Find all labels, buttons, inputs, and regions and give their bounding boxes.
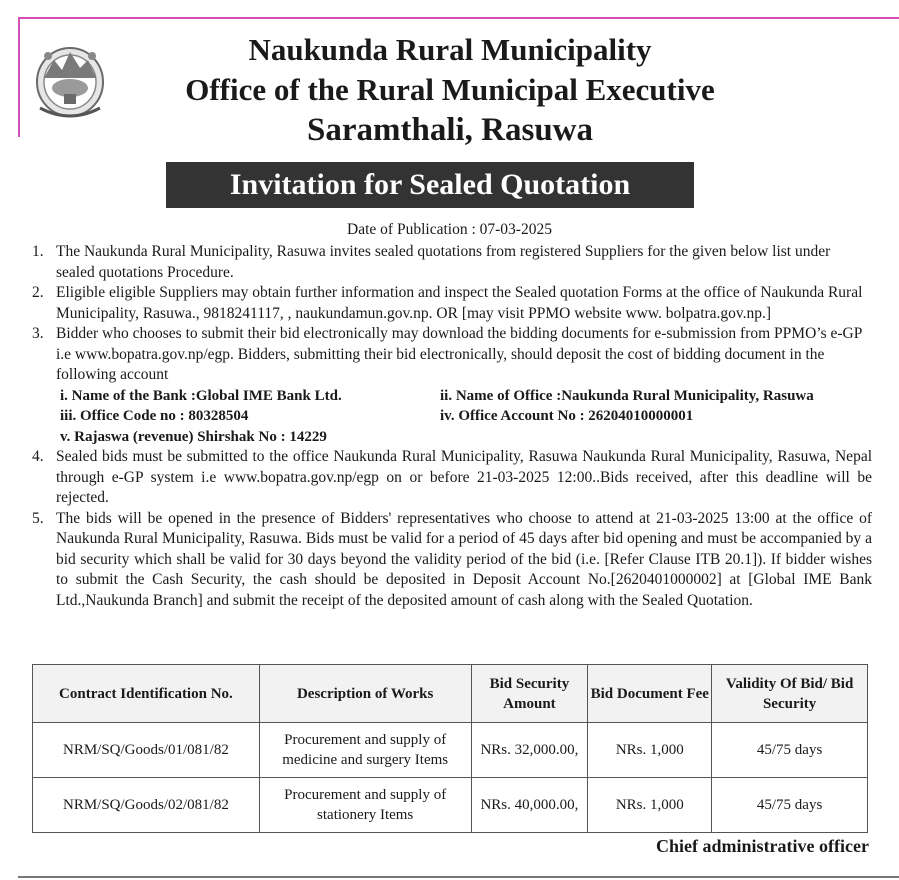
notice-title-banner: Invitation for Sealed Quotation: [166, 162, 694, 208]
bank-account-row-2: [32, 406, 872, 427]
bank-name: i. Name of the Bank :Global IME Bank Ltd.: [60, 387, 342, 404]
rajaswa-shirshak: v. Rajaswa (revenue) Shirshak No : 14229: [60, 428, 327, 445]
table-row: [33, 723, 868, 778]
item-text: Sealed bids must be submitted to the office Naukunda Rural Municipality, Rasuwa Naukunda Rural Municipality, Rasuwa, Nepal through e-GP system i.e www.bopatra.gov.np/egp on or before 21-03-2025 12:00..Bids received, after this deadline will be rejected.: [56, 448, 872, 506]
column-header-contract-id: Contract Identification No.: [33, 665, 260, 723]
notice-item-3: [32, 324, 872, 386]
item-text: Eligible eligible Suppliers may obtain further information and inspect the Sealed quotation Forms at the office of Naukunda Rural Municipality, Rasuwa., 9818241117, , naukundamun.gov.np. OR [may visit PPMO website www. bolpatra.gov.np.]: [56, 284, 863, 322]
office-account-number: iv. Office Account No : 26204010000001: [440, 408, 694, 424]
column-header-validity: Validity Of Bid/ Bid Security: [712, 665, 868, 723]
notice-body: [32, 242, 872, 611]
office-code: iii. Office Code no : 80328504: [60, 408, 249, 424]
notice-item-1: [32, 242, 872, 283]
signatory-title: Chief administrative officer: [656, 836, 869, 856]
frame-top-border: [18, 17, 899, 19]
bid-table: [32, 664, 868, 833]
contract-id-cell: NRM/SQ/Goods/01/081/82: [33, 723, 260, 778]
notice-item-2: [32, 283, 872, 324]
item-number: 2.: [32, 284, 44, 301]
notice-item-4: [32, 447, 872, 509]
column-header-bid-security: Bid Security Amount: [471, 665, 588, 723]
table-row: [33, 778, 868, 833]
item-number: 4.: [32, 448, 44, 465]
contract-id-cell: NRM/SQ/Goods/02/081/82: [33, 778, 260, 833]
column-header-document-fee: Bid Document Fee: [588, 665, 712, 723]
table-header-row: [33, 665, 868, 723]
validity-cell: 45/75 days: [712, 778, 868, 833]
publication-date: Date of Publication : 07-03-2025: [347, 221, 552, 238]
validity-cell: 45/75 days: [712, 723, 868, 778]
description-cell: Procurement and supply of medicine and surgery Items: [259, 723, 471, 778]
bank-account-row-1: [32, 386, 872, 407]
document-fee-cell: NRs. 1,000: [588, 778, 712, 833]
frame-bottom-border: [18, 876, 899, 878]
notice-item-5: [32, 509, 872, 612]
municipality-name: Naukunda Rural Municipality: [248, 32, 652, 67]
frame-left-border: [18, 17, 20, 137]
column-header-description: Description of Works: [259, 665, 471, 723]
office-name: Office of the Rural Municipal Executive: [185, 72, 715, 107]
office-location: Saramthali, Rasuwa: [306, 112, 594, 148]
nepal-emblem-icon: [34, 38, 106, 122]
bid-security-cell: NRs. 32,000.00,: [471, 723, 588, 778]
item-text: Bidder who chooses to submit their bid electronically may download the bidding documents for e-submission from PPMO’s e-GP i.e www.bopatra.gov.np/egp. Bidders, submitting their bid electronically, should deposit the cost of bidding document in the following account: [56, 325, 862, 383]
item-number: 1.: [32, 243, 44, 260]
bank-account-row-3: [32, 427, 872, 448]
item-number: 3.: [32, 325, 44, 342]
document-fee-cell: NRs. 1,000: [588, 723, 712, 778]
description-cell: Procurement and supply of stationery Items: [259, 778, 471, 833]
item-text: The bids will be opened in the presence of Bidders' representatives who choose to attend at 21-03-2025 13:00 at the office of Naukunda Rural Municipality, Rasuwa. Bids must be valid for a period of 45 days after bid opening and must be accompanied by a bid security which shall be valid for 30 days beyond the validity period of the bid (i.e. [Refer Clause ITB 20.1]). If bidder wishes to submit the Cash Security, the cash should be deposited in Deposit Account No.[2620401000002] at [Global IME Bank Ltd.,Naukunda Branch] and submit the receipt of the deposited amount of cash along with the Sealed Quotation.: [56, 509, 872, 609]
item-text: The Naukunda Rural Municipality, Rasuwa invites sealed quotations from registered Suppliers for the given below list under sealed quotations Procedure.: [56, 243, 831, 281]
item-number: 5.: [32, 509, 44, 527]
bid-security-cell: NRs. 40,000.00,: [471, 778, 588, 833]
office-name-detail: ii. Name of Office :Naukunda Rural Municipality, Rasuwa: [440, 387, 814, 404]
